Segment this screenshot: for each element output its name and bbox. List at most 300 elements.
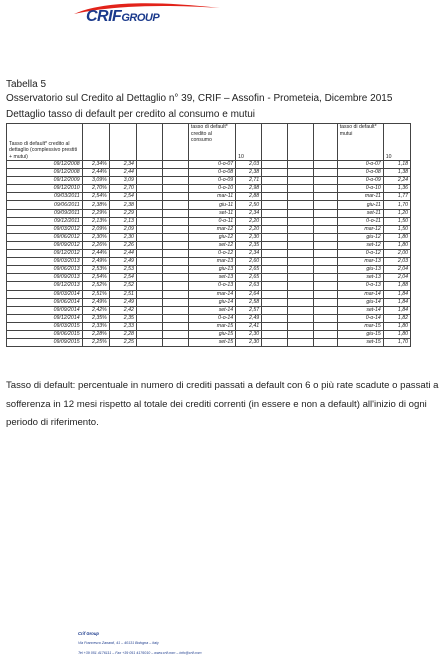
- table-cell: [288, 193, 314, 201]
- table-cell: 2,34: [109, 161, 136, 169]
- table-cell: [288, 169, 314, 177]
- header-mortgage-scale: 10: [383, 124, 410, 161]
- header-consumer-default: tasso di default* credito al consumo: [188, 124, 235, 161]
- table-row: [7, 185, 411, 193]
- table-cell: 1,80: [383, 330, 410, 338]
- table-cell: [136, 322, 162, 330]
- table-cell: [262, 169, 288, 177]
- table-cell: 0-o-10: [188, 185, 235, 193]
- table-cell: 2,98: [236, 185, 262, 193]
- table-cell: [136, 209, 162, 217]
- table-cell: 09/12/2013: [7, 282, 83, 290]
- table-cell: set-14: [188, 306, 235, 314]
- table-cell: [314, 225, 338, 233]
- table-cell: [162, 169, 188, 177]
- table-cell: 2,34: [236, 209, 262, 217]
- table-cell: 09/12/2012: [7, 250, 83, 258]
- table-cell: [262, 193, 288, 201]
- table-cell: [262, 290, 288, 298]
- table-cell: [314, 290, 338, 298]
- table-cell: 2,35: [109, 314, 136, 322]
- table-cell: 09/09/2013: [7, 274, 83, 282]
- table-cell: [288, 290, 314, 298]
- table-caption: Dettaglio tasso di default per credito al consumo e mutui: [6, 109, 256, 120]
- table-row: [7, 274, 411, 282]
- table-cell: 2,65: [236, 274, 262, 282]
- table-cell: [162, 266, 188, 274]
- table-cell: [314, 193, 338, 201]
- table-cell: 0-o-11: [188, 217, 235, 225]
- table-cell: [136, 339, 162, 347]
- table-cell: 1,36: [383, 185, 410, 193]
- table-row: [7, 322, 411, 330]
- table-cell: 2,09%: [82, 225, 109, 233]
- header-mortgage-default: tasso di default* mutui: [337, 124, 383, 161]
- table-cell: [314, 306, 338, 314]
- logo-suffix: GROUP: [121, 12, 160, 24]
- table-cell: [262, 177, 288, 185]
- table-cell: [314, 177, 338, 185]
- table-cell: 2,33: [109, 322, 136, 330]
- table-cell: [262, 250, 288, 258]
- table-cell: 09/06/2011: [7, 201, 83, 209]
- table-cell: 2,64: [236, 290, 262, 298]
- table-cell: 09/09/2012: [7, 241, 83, 249]
- table-cell: giu-13: [337, 266, 383, 274]
- table-cell: [314, 169, 338, 177]
- table-cell: [136, 169, 162, 177]
- table-cell: [162, 282, 188, 290]
- table-cell: [314, 298, 338, 306]
- table-cell: 2,70%: [82, 185, 109, 193]
- table-cell: 0-o-08: [188, 169, 235, 177]
- table-cell: mar-15: [337, 322, 383, 330]
- table-cell: [262, 298, 288, 306]
- table-cell: 2,71: [236, 177, 262, 185]
- table-cell: 2,04: [383, 274, 410, 282]
- table-cell: [288, 185, 314, 193]
- table-cell: 09/03/2014: [7, 290, 83, 298]
- table-cell: 3,09: [109, 177, 136, 185]
- table-cell: 2,50: [236, 201, 262, 209]
- table-row: [7, 217, 411, 225]
- table-row: [7, 258, 411, 266]
- table-cell: [162, 306, 188, 314]
- table-cell: 2,54%: [82, 274, 109, 282]
- table-cell: 1,82: [383, 314, 410, 322]
- table-cell: 1,84: [383, 298, 410, 306]
- table-cell: 1,80: [383, 233, 410, 241]
- table-cell: 0-o-09: [188, 177, 235, 185]
- header-consumer-scale: 10: [236, 124, 262, 161]
- table-cell: giu-15: [188, 330, 235, 338]
- table-cell: 2,51%: [82, 290, 109, 298]
- table-cell: 1,88: [383, 282, 410, 290]
- table-cell: 0-o-08: [337, 169, 383, 177]
- table-cell: [136, 161, 162, 169]
- table-header-row: [7, 124, 411, 161]
- table-cell: 09/06/2012: [7, 233, 83, 241]
- table-cell: [136, 298, 162, 306]
- table-cell: [162, 258, 188, 266]
- table-cell: [262, 314, 288, 322]
- header-cell: [314, 124, 338, 161]
- table-cell: 1,70: [383, 201, 410, 209]
- table-cell: [314, 161, 338, 169]
- table-row: [7, 306, 411, 314]
- table-cell: 1,50: [383, 217, 410, 225]
- table-cell: 0-o-11: [337, 217, 383, 225]
- table-cell: 09/03/2013: [7, 258, 83, 266]
- table-row: [7, 250, 411, 258]
- footer-company: Crif Group: [78, 631, 99, 636]
- table-cell: [162, 225, 188, 233]
- table-cell: giu-11: [188, 201, 235, 209]
- table-cell: set-11: [337, 209, 383, 217]
- table-cell: [162, 290, 188, 298]
- table-cell: 1,84: [383, 290, 410, 298]
- table-cell: 3,09%: [82, 177, 109, 185]
- table-cell: [136, 185, 162, 193]
- table-cell: [314, 209, 338, 217]
- table-cell: 2,13%: [82, 217, 109, 225]
- table-cell: 2,30: [236, 233, 262, 241]
- table-cell: 2,38: [236, 169, 262, 177]
- table-cell: [136, 250, 162, 258]
- table-cell: [262, 209, 288, 217]
- table-cell: [136, 330, 162, 338]
- table-cell: 09/03/2011: [7, 193, 83, 201]
- table-cell: 09/06/2014: [7, 298, 83, 306]
- table-cell: 2,25: [109, 339, 136, 347]
- table-cell: 2,03: [236, 161, 262, 169]
- default-rate-table: [6, 123, 411, 347]
- table-cell: [162, 161, 188, 169]
- table-row: [7, 209, 411, 217]
- table-cell: [136, 217, 162, 225]
- table-cell: 1,38: [383, 169, 410, 177]
- table-cell: mar-11: [188, 193, 235, 201]
- logo-brand: CRIF: [86, 8, 122, 25]
- table-row: [7, 298, 411, 306]
- table-cell: [162, 241, 188, 249]
- table-cell: 09/12/2010: [7, 185, 83, 193]
- table-cell: 0-o-13: [188, 282, 235, 290]
- table-cell: [262, 330, 288, 338]
- table-cell: [136, 177, 162, 185]
- table-row: [7, 290, 411, 298]
- table-cell: 0-o-09: [337, 177, 383, 185]
- table-cell: mar-12: [188, 225, 235, 233]
- table-cell: [314, 258, 338, 266]
- table-cell: [136, 193, 162, 201]
- table-row: [7, 282, 411, 290]
- table-cell: 2,29: [109, 209, 136, 217]
- table-cell: [314, 241, 338, 249]
- table-cell: [162, 217, 188, 225]
- table-cell: 2,26%: [82, 241, 109, 249]
- table-cell: set-15: [188, 339, 235, 347]
- table-cell: [162, 339, 188, 347]
- table-cell: 1,20: [383, 209, 410, 217]
- table-cell: 09/09/2011: [7, 209, 83, 217]
- table-cell: 2,58: [236, 298, 262, 306]
- table-cell: 2,34: [236, 250, 262, 258]
- table-cell: 2,29%: [82, 209, 109, 217]
- table-cell: 1,84: [383, 306, 410, 314]
- table-cell: 2,26: [109, 241, 136, 249]
- table-row: [7, 314, 411, 322]
- table-cell: 2,28%: [82, 330, 109, 338]
- table-cell: [288, 209, 314, 217]
- table-cell: 2,41: [236, 322, 262, 330]
- table-cell: 2,20: [236, 217, 262, 225]
- table-cell: [136, 306, 162, 314]
- table-cell: mar-14: [188, 290, 235, 298]
- table-cell: [288, 241, 314, 249]
- logo-wordmark: [86, 8, 159, 26]
- table-cell: [262, 225, 288, 233]
- table-cell: [288, 177, 314, 185]
- table-cell: [162, 193, 188, 201]
- table-cell: [288, 201, 314, 209]
- table-cell: mar-13: [337, 258, 383, 266]
- table-row: [7, 201, 411, 209]
- table-cell: [162, 322, 188, 330]
- table-cell: 09/09/2015: [7, 339, 83, 347]
- table-cell: 1,70: [383, 339, 410, 347]
- table-cell: [288, 250, 314, 258]
- table-cell: 2,09: [109, 225, 136, 233]
- table-cell: mar-15: [188, 322, 235, 330]
- table-row: [7, 161, 411, 169]
- header-cell: [109, 124, 136, 161]
- table-cell: 0-o-10: [337, 185, 383, 193]
- table-cell: [314, 233, 338, 241]
- table-cell: 2,44%: [82, 250, 109, 258]
- table-cell: [162, 250, 188, 258]
- table-cell: [136, 314, 162, 322]
- table-cell: 2,57: [236, 306, 262, 314]
- table-cell: [136, 274, 162, 282]
- table-cell: giu-14: [188, 298, 235, 306]
- table-cell: [262, 185, 288, 193]
- table-cell: 0-o-12: [337, 250, 383, 258]
- document-subtitle: Osservatorio sul Credito al Dettaglio n° 39, CRIF – Assofin - Prometeia, Dicembre 2015: [6, 93, 393, 104]
- table-cell: 09/12/2009: [7, 177, 83, 185]
- table-cell: 2,44: [109, 250, 136, 258]
- table-cell: set-13: [188, 274, 235, 282]
- table-cell: set-12: [337, 241, 383, 249]
- table-cell: [262, 161, 288, 169]
- table-cell: 2,49%: [82, 298, 109, 306]
- table-cell: [162, 330, 188, 338]
- table-cell: 2,13: [109, 217, 136, 225]
- table-cell: 0-o-12: [188, 250, 235, 258]
- header-retail-default: Tasso di default* credito al dettaglio (complessivo prestiti + mutui): [7, 124, 83, 161]
- table-cell: 09/09/2014: [7, 306, 83, 314]
- table-cell: 2,20: [236, 225, 262, 233]
- table-cell: [288, 161, 314, 169]
- table-cell: 2,30: [109, 233, 136, 241]
- table-cell: 0-o-07: [188, 161, 235, 169]
- table-cell: 0-o-14: [337, 314, 383, 322]
- table-cell: 2,03: [383, 258, 410, 266]
- table-cell: 2,25%: [82, 339, 109, 347]
- table-cell: 2,24: [383, 177, 410, 185]
- table-cell: giu-13: [188, 266, 235, 274]
- table-cell: 2,52: [109, 282, 136, 290]
- table-cell: [262, 339, 288, 347]
- table-cell: [162, 314, 188, 322]
- table-cell: [288, 274, 314, 282]
- table-cell: 1,77: [383, 193, 410, 201]
- table-cell: 2,49%: [82, 258, 109, 266]
- table-cell: mar-13: [188, 258, 235, 266]
- table-cell: 2,88: [236, 193, 262, 201]
- table-cell: [262, 306, 288, 314]
- table-cell: [262, 241, 288, 249]
- table-cell: [288, 314, 314, 322]
- table-cell: [162, 233, 188, 241]
- table-cell: 2,54%: [82, 193, 109, 201]
- table-cell: 2,51: [109, 290, 136, 298]
- table-cell: [288, 339, 314, 347]
- table-cell: mar-11: [337, 193, 383, 201]
- table-cell: 0-o-14: [188, 314, 235, 322]
- table-cell: giu-14: [337, 298, 383, 306]
- table-cell: [136, 233, 162, 241]
- table-cell: [314, 314, 338, 322]
- table-cell: 2,38%: [82, 201, 109, 209]
- table-cell: set-15: [337, 339, 383, 347]
- table-cell: 2,30%: [82, 233, 109, 241]
- table-cell: [314, 282, 338, 290]
- table-cell: [288, 306, 314, 314]
- table-row: [7, 339, 411, 347]
- table-cell: 2,70: [109, 185, 136, 193]
- table-cell: [262, 322, 288, 330]
- table-cell: [136, 258, 162, 266]
- table-cell: [136, 290, 162, 298]
- table-cell: 2,00: [383, 250, 410, 258]
- table-cell: [314, 217, 338, 225]
- table-cell: set-13: [337, 274, 383, 282]
- table-cell: [162, 209, 188, 217]
- table-cell: giu-15: [337, 330, 383, 338]
- table-cell: 2,65: [236, 266, 262, 274]
- header-cell: [262, 124, 288, 161]
- table-cell: 2,53%: [82, 266, 109, 274]
- table-cell: [314, 274, 338, 282]
- table-cell: 2,54: [109, 193, 136, 201]
- table-cell: 2,35: [236, 241, 262, 249]
- table-cell: [288, 282, 314, 290]
- table-cell: 09/12/2008: [7, 169, 83, 177]
- table-cell: [162, 274, 188, 282]
- table-cell: 2,34%: [82, 161, 109, 169]
- table-cell: 2,52%: [82, 282, 109, 290]
- table-cell: 2,54: [109, 274, 136, 282]
- table-cell: [136, 225, 162, 233]
- table-cell: 2,30: [236, 330, 262, 338]
- table-cell: 09/12/2008: [7, 161, 83, 169]
- table-cell: 2,38: [109, 201, 136, 209]
- table-cell: [262, 217, 288, 225]
- table-cell: set-11: [188, 209, 235, 217]
- table-cell: [314, 330, 338, 338]
- header-cell: [288, 124, 314, 161]
- table-cell: 2,63: [236, 282, 262, 290]
- header-cell: [136, 124, 162, 161]
- table-cell: set-14: [337, 306, 383, 314]
- table-cell: 2,44: [109, 169, 136, 177]
- table-cell: giu-12: [188, 233, 235, 241]
- table-cell: [288, 330, 314, 338]
- table-cell: [262, 258, 288, 266]
- table-cell: [288, 298, 314, 306]
- table-cell: 2,33%: [82, 322, 109, 330]
- table-cell: 09/06/2015: [7, 330, 83, 338]
- table-cell: 0-o-13: [337, 282, 383, 290]
- table-cell: 1,18: [383, 161, 410, 169]
- table-cell: 2,53: [109, 266, 136, 274]
- table-cell: [136, 241, 162, 249]
- table-cell: [262, 266, 288, 274]
- table-cell: 2,28: [109, 330, 136, 338]
- table-cell: [162, 201, 188, 209]
- table-row: [7, 177, 411, 185]
- table-cell: [262, 274, 288, 282]
- table-cell: [136, 201, 162, 209]
- default-rate-note: Tasso di default: percentuale in numero di crediti passati a default con 6 o più rate scadute o passati a sofferenza in 12 mesi rispetto al totale dei crediti correnti (in essere e non a default) all'inizio di ogni periodo di riferimento.: [6, 380, 439, 428]
- footer-contacts: Tel +39 051 4176111 – Fax +39 051 4176010 – www.crif.com – info@crif.com: [78, 651, 202, 655]
- table-cell: [288, 217, 314, 225]
- table-cell: [288, 225, 314, 233]
- table-cell: giu-12: [337, 233, 383, 241]
- table-cell: 2,35%: [82, 314, 109, 322]
- table-row: [7, 169, 411, 177]
- table-row: [7, 225, 411, 233]
- table-cell: 09/12/2011: [7, 217, 83, 225]
- table-cell: set-12: [188, 241, 235, 249]
- table-cell: 09/03/2015: [7, 322, 83, 330]
- table-cell: [288, 266, 314, 274]
- table-cell: 2,49: [109, 258, 136, 266]
- table-row: [7, 330, 411, 338]
- table-cell: [288, 258, 314, 266]
- table-cell: mar-12: [337, 225, 383, 233]
- table-cell: [314, 322, 338, 330]
- table-cell: [262, 233, 288, 241]
- table-cell: [314, 250, 338, 258]
- table-row: [7, 233, 411, 241]
- table-cell: [314, 339, 338, 347]
- table-cell: [136, 266, 162, 274]
- table-cell: 2,04: [383, 266, 410, 274]
- table-cell: mar-14: [337, 290, 383, 298]
- table-cell: giu-11: [337, 201, 383, 209]
- header-cell: [82, 124, 109, 161]
- table-cell: [262, 282, 288, 290]
- table-cell: [162, 185, 188, 193]
- table-cell: [136, 282, 162, 290]
- table-row: [7, 266, 411, 274]
- table-row: [7, 241, 411, 249]
- table-cell: 2,60: [236, 258, 262, 266]
- table-cell: 0-o-07: [337, 161, 383, 169]
- table-cell: [288, 322, 314, 330]
